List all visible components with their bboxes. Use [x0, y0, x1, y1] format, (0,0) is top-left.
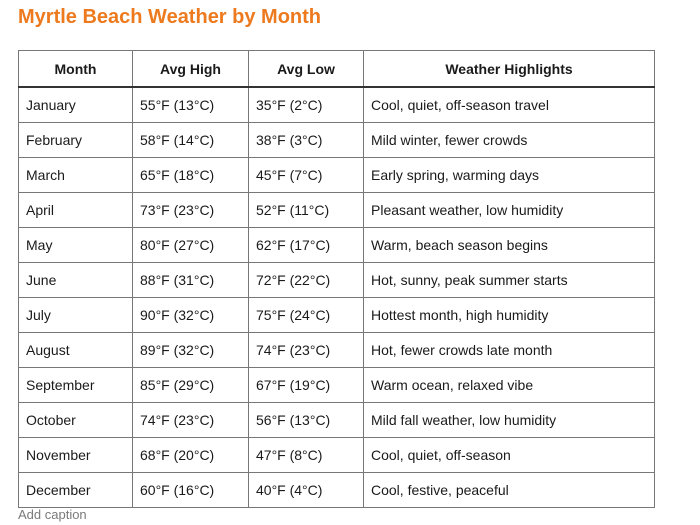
- cell-highlights[interactable]: Cool, festive, peaceful: [364, 473, 655, 508]
- cell-avg-high[interactable]: 80°F (27°C): [133, 228, 249, 263]
- cell-avg-low[interactable]: 74°F (23°C): [249, 333, 364, 368]
- cell-avg-high[interactable]: 85°F (29°C): [133, 368, 249, 403]
- table-row: [19, 158, 655, 193]
- cell-highlights[interactable]: Cool, quiet, off-season: [364, 438, 655, 473]
- table-row: [19, 438, 655, 473]
- table-row: [19, 333, 655, 368]
- cell-avg-low[interactable]: 40°F (4°C): [249, 473, 364, 508]
- cell-avg-low[interactable]: 62°F (17°C): [249, 228, 364, 263]
- cell-avg-low[interactable]: 47°F (8°C): [249, 438, 364, 473]
- weather-table[interactable]: [18, 50, 655, 508]
- cell-avg-high[interactable]: 55°F (13°C): [133, 87, 249, 123]
- cell-avg-low[interactable]: 38°F (3°C): [249, 123, 364, 158]
- cell-highlights[interactable]: Hot, sunny, peak summer starts: [364, 263, 655, 298]
- table-row: [19, 403, 655, 438]
- cell-avg-high[interactable]: 65°F (18°C): [133, 158, 249, 193]
- table-row: [19, 263, 655, 298]
- table-row: [19, 298, 655, 333]
- cell-avg-high[interactable]: 89°F (32°C): [133, 333, 249, 368]
- cell-month[interactable]: July: [19, 298, 133, 333]
- cell-avg-high[interactable]: 74°F (23°C): [133, 403, 249, 438]
- cell-avg-low[interactable]: 67°F (19°C): [249, 368, 364, 403]
- table-row: [19, 193, 655, 228]
- table-row: [19, 473, 655, 508]
- cell-avg-high[interactable]: 88°F (31°C): [133, 263, 249, 298]
- page-title: Myrtle Beach Weather by Month: [18, 6, 322, 28]
- cell-highlights[interactable]: Cool, quiet, off-season travel: [364, 87, 655, 123]
- cell-highlights[interactable]: Hot, fewer crowds late month: [364, 333, 655, 368]
- cell-highlights[interactable]: Pleasant weather, low humidity: [364, 193, 655, 228]
- table-row: [19, 87, 655, 123]
- cell-month[interactable]: December: [19, 473, 133, 508]
- add-caption-placeholder[interactable]: Add caption: [18, 507, 87, 522]
- cell-month[interactable]: January: [19, 87, 133, 123]
- cell-avg-high[interactable]: 60°F (16°C): [133, 473, 249, 508]
- cell-month[interactable]: March: [19, 158, 133, 193]
- cell-highlights[interactable]: Hottest month, high humidity: [364, 298, 655, 333]
- cell-highlights[interactable]: Warm, beach season begins: [364, 228, 655, 263]
- cell-highlights[interactable]: Mild winter, fewer crowds: [364, 123, 655, 158]
- cell-avg-high[interactable]: 73°F (23°C): [133, 193, 249, 228]
- cell-avg-high[interactable]: 68°F (20°C): [133, 438, 249, 473]
- cell-highlights[interactable]: Early spring, warming days: [364, 158, 655, 193]
- cell-month[interactable]: April: [19, 193, 133, 228]
- weather-table-container[interactable]: [18, 50, 655, 508]
- cell-month[interactable]: May: [19, 228, 133, 263]
- cell-month[interactable]: June: [19, 263, 133, 298]
- header-avg-high[interactable]: Avg High: [133, 51, 249, 88]
- cell-avg-low[interactable]: 45°F (7°C): [249, 158, 364, 193]
- cell-avg-high[interactable]: 90°F (32°C): [133, 298, 249, 333]
- cell-avg-low[interactable]: 56°F (13°C): [249, 403, 364, 438]
- table-row: [19, 123, 655, 158]
- table-header-row: [19, 51, 655, 88]
- cell-avg-low[interactable]: 52°F (11°C): [249, 193, 364, 228]
- cell-month[interactable]: October: [19, 403, 133, 438]
- table-row: [19, 228, 655, 263]
- header-weather-highlights[interactable]: Weather Highlights: [364, 51, 655, 88]
- cell-avg-low[interactable]: 75°F (24°C): [249, 298, 364, 333]
- header-month[interactable]: Month: [19, 51, 133, 88]
- cell-month[interactable]: February: [19, 123, 133, 158]
- cell-avg-low[interactable]: 35°F (2°C): [249, 87, 364, 123]
- table-row: [19, 368, 655, 403]
- cell-month[interactable]: September: [19, 368, 133, 403]
- cell-month[interactable]: August: [19, 333, 133, 368]
- cell-highlights[interactable]: Warm ocean, relaxed vibe: [364, 368, 655, 403]
- cell-avg-low[interactable]: 72°F (22°C): [249, 263, 364, 298]
- cell-month[interactable]: November: [19, 438, 133, 473]
- cell-highlights[interactable]: Mild fall weather, low humidity: [364, 403, 655, 438]
- cell-avg-high[interactable]: 58°F (14°C): [133, 123, 249, 158]
- header-avg-low[interactable]: Avg Low: [249, 51, 364, 88]
